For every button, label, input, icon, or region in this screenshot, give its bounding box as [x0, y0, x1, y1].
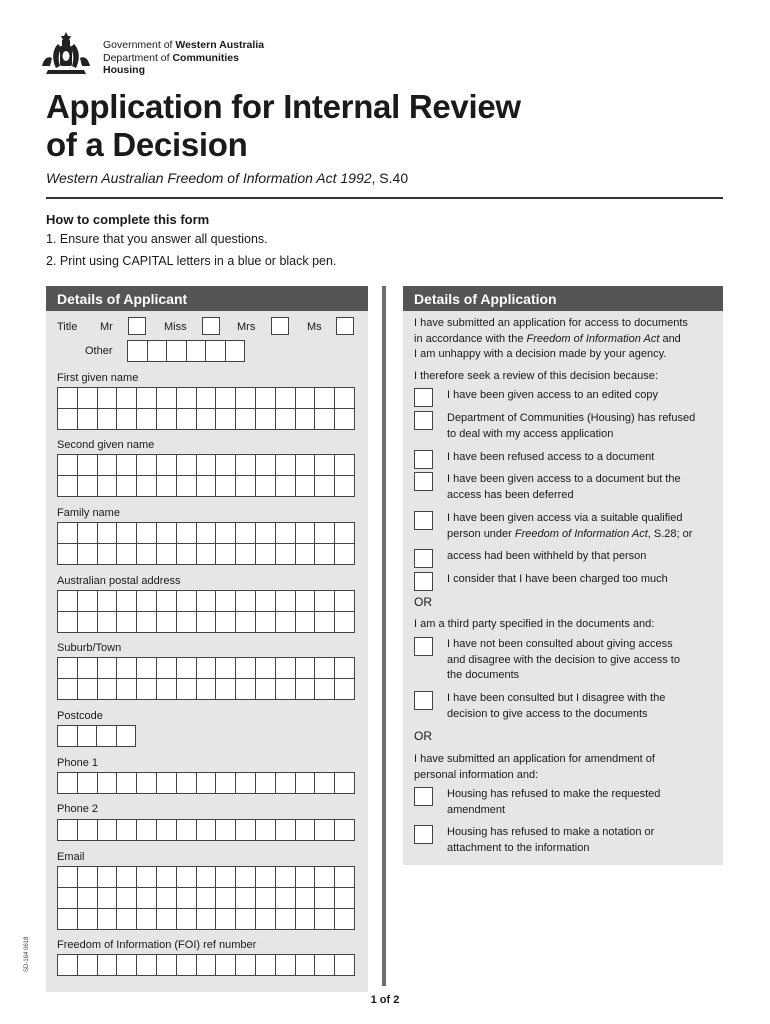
option-fragment: , S.28; or	[647, 527, 693, 540]
coat-of-arms-icon	[38, 30, 94, 78]
refused-access-checkbox[interactable]	[414, 450, 433, 469]
column-divider	[382, 286, 386, 986]
refused-to-deal-checkbox[interactable]	[414, 411, 433, 430]
option-text	[447, 411, 695, 442]
gov-line1-bold: Western Australia	[175, 39, 265, 51]
subtitle-act: Western Australian Freedom of Information Act 1992	[46, 170, 372, 186]
form-code: SD-164 0618	[24, 936, 30, 972]
second-given-name-field[interactable]	[57, 454, 355, 497]
option-line: decision to give access to the documents	[447, 707, 648, 720]
postcode-label: Postcode	[57, 710, 103, 722]
review-reason-intro: I therefore seek a review of this decision because:	[414, 370, 658, 382]
applicant-heading: Details of Applicant	[46, 286, 368, 311]
option-line: and disagree with the decision to give access to	[447, 653, 680, 666]
header-divider	[46, 197, 723, 199]
access-withheld-checkbox[interactable]	[414, 549, 433, 568]
edited-copy-checkbox[interactable]	[414, 388, 433, 407]
option-line: attachment to the information	[447, 841, 590, 854]
not-consulted-checkbox[interactable]	[414, 637, 433, 656]
postcode-field[interactable]	[57, 725, 136, 747]
application-heading: Details of Application	[403, 286, 723, 311]
page-number: 1 of 2	[370, 994, 400, 1006]
option-text	[447, 825, 654, 856]
phone2-label: Phone 2	[57, 803, 98, 815]
intro-text: and	[659, 332, 681, 345]
amendment-intro	[414, 752, 655, 783]
how-to-item: 2. Print using CAPITAL letters in a blue or black pen.	[46, 254, 337, 268]
family-name-field[interactable]	[57, 522, 355, 565]
how-to-heading: How to complete this form	[46, 212, 210, 227]
amendment-line: I have submitted an application for amendment of	[414, 753, 655, 765]
option-line: I have been given access to a document but the	[447, 473, 681, 485]
foi-ref-label: Freedom of Information (FOI) ref number	[57, 939, 257, 951]
refused-notation-checkbox[interactable]	[414, 825, 433, 844]
option-line: I have been given access via a suitable qualified	[447, 512, 683, 524]
option-text	[447, 472, 681, 503]
how-to-item: 1. Ensure that you answer all questions.	[46, 232, 268, 246]
gov-line2-pre: Department of	[103, 51, 173, 64]
intro-line: I have submitted an application for access to documents	[414, 317, 688, 329]
amendment-line: personal information and:	[414, 768, 539, 781]
family-name-label: Family name	[57, 507, 120, 519]
title-miss-checkbox[interactable]	[202, 317, 220, 335]
option-line: the documents	[447, 669, 520, 681]
title-line-1: Application for Internal Review	[46, 88, 521, 125]
intro-line: I am unhappy with a decision made by your agency.	[414, 348, 667, 360]
page-title	[46, 88, 521, 164]
option-line: Housing has refused to make a notation or	[447, 826, 655, 838]
suburb-field[interactable]	[57, 657, 355, 700]
option-line: Housing has refused to make the requested	[447, 788, 661, 800]
or-separator: OR	[414, 595, 432, 609]
option-line: to deal with my access application	[447, 427, 614, 440]
option-line: I have not been consulted about giving access	[447, 638, 673, 650]
option-text	[447, 637, 680, 684]
title-option-label: Miss	[164, 321, 187, 333]
intro-act: Freedom of Information Act	[526, 332, 660, 345]
title-label: Title	[57, 321, 78, 333]
access-deferred-checkbox[interactable]	[414, 472, 433, 491]
or-separator: OR	[414, 729, 432, 743]
title-option-label: Ms	[307, 321, 322, 333]
email-field[interactable]	[57, 866, 355, 930]
option-text	[447, 691, 665, 722]
phone2-field[interactable]	[57, 819, 355, 841]
phone1-label: Phone 1	[57, 757, 98, 769]
title-mr-checkbox[interactable]	[128, 317, 146, 335]
title-option-label: Mr	[100, 321, 113, 333]
subtitle-section: , S.40	[371, 170, 409, 186]
government-header	[103, 39, 264, 77]
gov-line1-pre: Government of	[103, 39, 176, 51]
second-given-name-label: Second given name	[57, 439, 155, 451]
first-given-name-field[interactable]	[57, 387, 355, 430]
option-line: Department of Communities (Housing) has refused	[447, 412, 696, 424]
option-text: I have been refused access to a document	[447, 451, 655, 463]
third-party-intro: I am a third party specified in the documents and:	[414, 618, 655, 630]
option-text: access had been withheld by that person	[447, 550, 647, 562]
option-text: I consider that I have been charged too much	[447, 573, 668, 585]
foi-ref-field[interactable]	[57, 954, 355, 976]
option-line: amendment	[447, 803, 506, 816]
suburb-label: Suburb/Town	[57, 642, 122, 654]
application-intro	[414, 316, 688, 363]
refused-amendment-checkbox[interactable]	[414, 787, 433, 806]
title-line-2: of a Decision	[46, 126, 248, 163]
page-subtitle	[46, 170, 408, 186]
first-given-name-label: First given name	[57, 372, 139, 384]
intro-text: in accordance with the	[414, 332, 527, 345]
option-text	[447, 511, 692, 542]
option-line	[447, 527, 692, 543]
gov-line2-bold: Communities	[172, 51, 239, 64]
title-ms-checkbox[interactable]	[336, 317, 354, 335]
postal-address-label: Australian postal address	[57, 575, 181, 587]
title-other-field[interactable]	[127, 340, 245, 362]
option-fragment: person under	[447, 527, 515, 540]
intro-line	[414, 332, 688, 348]
title-mrs-checkbox[interactable]	[271, 317, 289, 335]
consulted-disagree-checkbox[interactable]	[414, 691, 433, 710]
option-act: Freedom of Information Act	[514, 527, 648, 540]
email-label: Email	[57, 851, 85, 863]
option-text: I have been given access to an edited copy	[447, 389, 658, 401]
qualified-person-checkbox[interactable]	[414, 511, 433, 530]
option-line: I have been consulted but I disagree with the	[447, 692, 666, 704]
other-label: Other	[85, 345, 113, 357]
phone1-field[interactable]	[57, 772, 355, 794]
option-line: access has been deferred	[447, 488, 574, 501]
charged-too-much-checkbox[interactable]	[414, 572, 433, 591]
postal-address-field[interactable]	[57, 590, 355, 633]
option-text	[447, 787, 660, 818]
gov-line3: Housing	[103, 64, 145, 76]
title-option-label: Mrs	[237, 321, 256, 333]
